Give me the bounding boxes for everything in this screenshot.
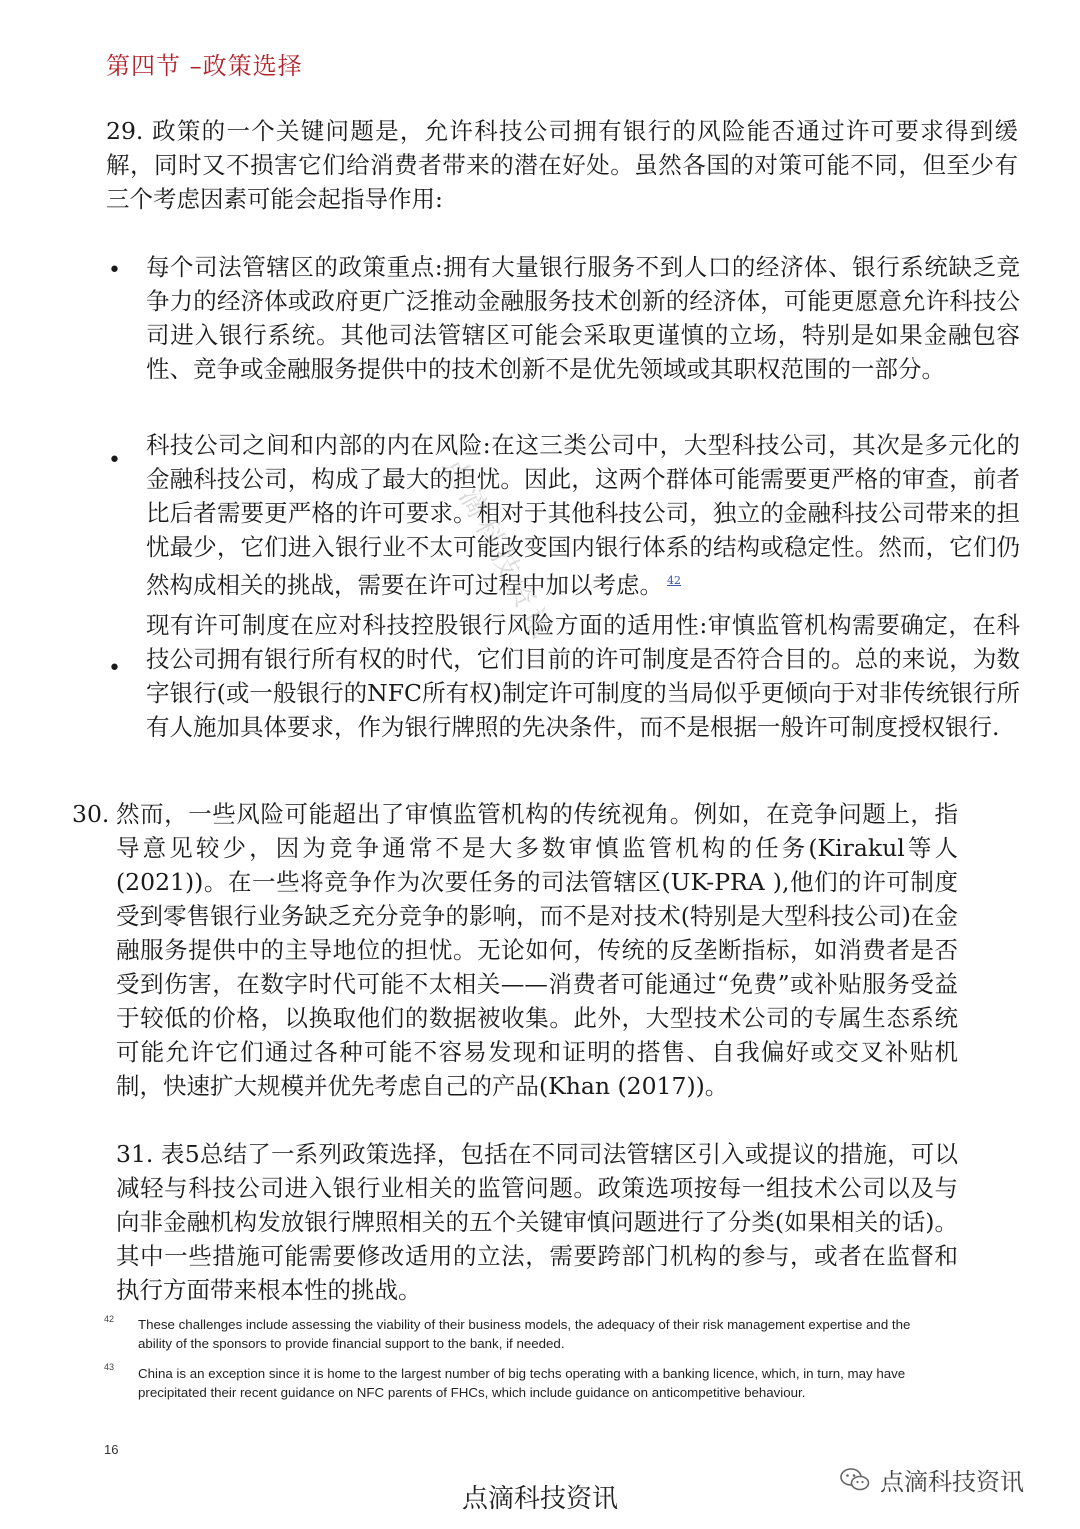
bullet-dot: • xyxy=(108,448,121,473)
page-number: 16 xyxy=(104,1442,119,1457)
footnote-number: 42 xyxy=(104,1314,115,1324)
wechat-account-name: 点滴科技资讯 xyxy=(880,1468,1024,1496)
bullet-dot: • xyxy=(108,258,121,283)
bullet-inherent-risks-text: 科技公司之间和内部的内在风险:在这三类公司中，大型科技公司，其次是多元化的金融科技公司，构成了最大的担忧。因此，这两个群体可能需要更严格的审查，前者比后者需要更严格的许可要求。相对于其他科技公司，独立的金融科技公司带来的担忧最少，它们进入银行业不太可能改变国内银行体系的结构或稳定性。然而，它们仍然构成相关的挑战，需要在许可过程中加以考虑。 xyxy=(146,431,1020,599)
footnote-text: China is an exception since it is home to the largest number of big techs operating with a banking licence, which, in turn, may have precipitated their recent guidance on NFC parents of FHCs, which include guidance on anticompetitive behaviour. xyxy=(138,1366,906,1400)
bullet-dot: • xyxy=(108,656,121,681)
footnote-number: 43 xyxy=(104,1362,115,1372)
paragraph-31: 31. 表5总结了一系列政策选择，包括在不同司法管辖区引入或提议的措施，可以减轻与科技公司进入银行业相关的监管问题。政策选项按每一组技术公司以及与向非金融机构发放银行牌照相关的五个关键审慎问题进行了分类(如果相关的话)。其中一些措施可能需要修改适用的立法，需要跨部门机构的参与，或者在监督和执行方面带来根本性的挑战。 xyxy=(116,1140,958,1304)
paragraph-30: 然而，一些风险可能超出了审慎监管机构的传统视角。例如，在竞争问题上，指导意见较少，因为竞争通常不是大多数审慎监管机构的任务(Kirakul等人(2021))。在一些将竞争作为次要任务的司法管辖区(UK-PRA ),他们的许可制度受到零售银行业务缺乏充分竞争的影响，而不是对技术(特别是大型科技公司)在金融服务提供中的主导地位的担忧。无论如何，传统的反垄断指标，如消费者是否受到伤害，在数字时代可能不太相关——消费者可能通过“免费”或补贴服务受益于较低的价格，以换取他们的数据被收集。此外，大型技术公司的专属生态系统可能允许它们通过各种可能不容易发现和证明的搭售、自我偏好或交叉补贴机制，快速扩大规模并优先考虑自己的产品(Khan (2017))。 xyxy=(116,800,958,1100)
footnote-ref-42[interactable]: 42 xyxy=(667,574,681,587)
footer-brand: 点滴科技资讯 xyxy=(461,1484,618,1514)
paragraph-29: 29. 政策的一个关键问题是，允许科技公司拥有银行的风险能否通过许可要求得到缓解，同时又不损害它们给消费者带来的潜在好处。虽然各国的对策可能不同，但至少有三个考虑因素可能会起指导作用: xyxy=(106,117,1018,213)
footnote-text: These challenges include assessing the viability of their business models, the adequacy of their risk management expertise and the ability of the sponsors to provide financial support to the bank, if needed. xyxy=(138,1317,911,1351)
paragraph-30-number: 30. xyxy=(72,800,110,828)
section-title: 第四节 –政策选择 xyxy=(106,52,303,80)
bullet-licensing-regime: 现有许可制度在应对科技控股银行风险方面的适用性:审慎监管机构需要确定，在科技公司拥有银行所有权的时代，它们目前的许可制度是否符合目的。总的来说，为数字银行(或一般银行的NFC所有权)制定许可制度的当局似乎更倾向于对非传统银行所有人施加具体要求，作为银行牌照的先决条件，而不是根据一般许可制度授权银行. xyxy=(146,611,1020,741)
bullet-inherent-risks xyxy=(146,428,1020,602)
bullet-policy-priorities: 每个司法管辖区的政策重点:拥有大量银行服务不到人口的经济体、银行系统缺乏竞争力的经济体或政府更广泛推动金融服务技术创新的经济体，可能更愿意允许科技公司进入银行系统。其他司法管辖区可能会采取更谨慎的立场，特别是如果金融包容性、竞争或金融服务提供中的技术创新不是优先领域或其职权范围的一部分。 xyxy=(146,253,1020,383)
watermark: 点滴科技资讯 xyxy=(436,452,562,648)
